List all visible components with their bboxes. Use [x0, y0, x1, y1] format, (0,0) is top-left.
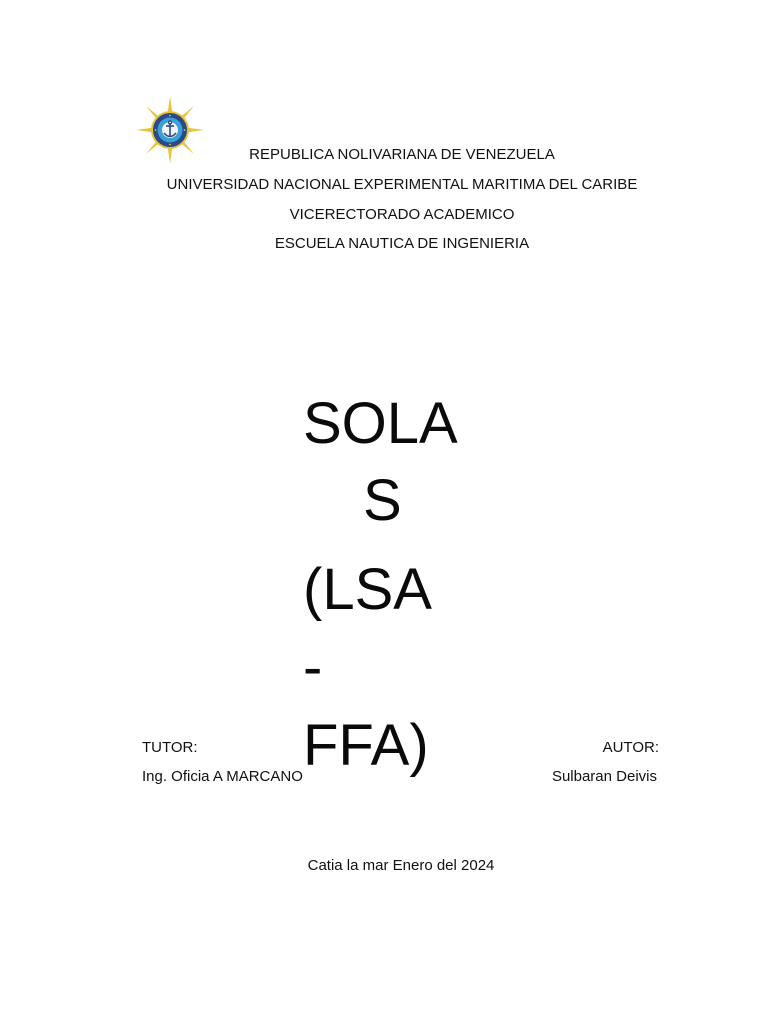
header-country: REPUBLICA NOLIVARIANA DE VENEZUELA [249, 146, 555, 163]
author-name: Sulbaran Deivis [551, 768, 657, 785]
title-line-3: (LSA [303, 557, 432, 622]
author-label: AUTOR: [602, 739, 659, 756]
title-line-1: SOLA [303, 391, 458, 456]
title-line-4: - [303, 635, 323, 700]
tutor-label: TUTOR: [142, 739, 198, 756]
header-vicerectorate: VICERECTORADO ACADEMICO [289, 206, 515, 223]
header-school: ESCUELA NAUTICA DE INGENIERIA [274, 235, 530, 252]
header-university: UNIVERSIDAD NACIONAL EXPERIMENTAL MARITIMA DEL CARIBE [166, 176, 638, 193]
title-line-2: S [363, 468, 402, 533]
title-line-5: FFA) [303, 713, 429, 778]
tutor-name: Ing. Oficia A MARCANO [142, 768, 303, 785]
footer-place-date: Catia la mar Enero del 2024 [307, 857, 495, 874]
